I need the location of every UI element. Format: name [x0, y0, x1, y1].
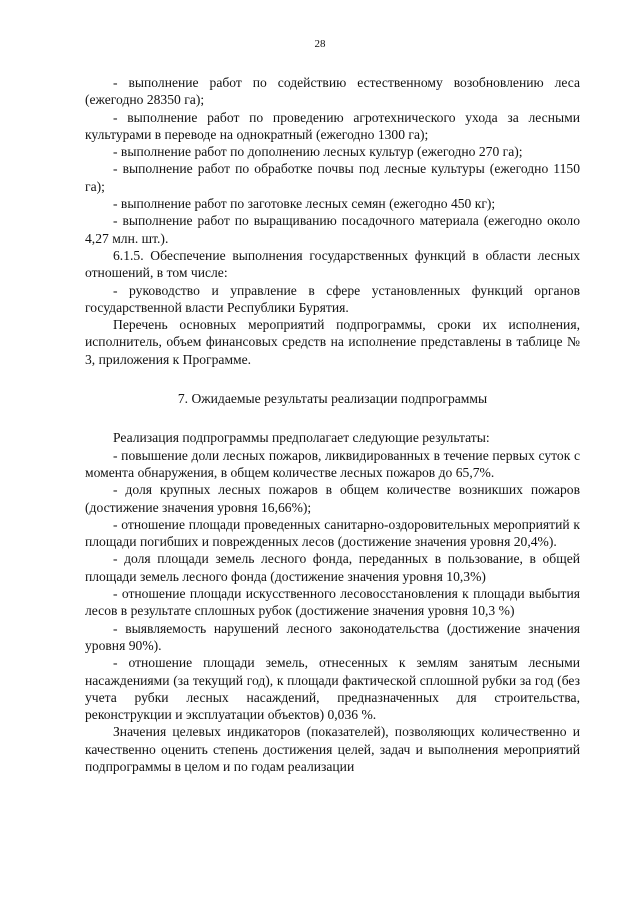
paragraph-result-artificial-reforestation: - отношение площади искусственного лесовосстановления к площади выбытия лесов в результате сплошных рубок (достижение значения уровня 10,3 %) [85, 586, 580, 619]
paragraph-result-sanitary-measures: - отношение площади проведенных санитарно-оздоровительных мероприятий к площади погибших и поврежденных лесов (достижение значения уровня 20,4%). [85, 516, 580, 550]
paragraph-measures-list: Перечень основных мероприятий подпрограммы, сроки их исполнения, исполнитель, объем финансовых средств на исполнение представлены в таблице № 3, приложения к Программе. [85, 317, 580, 367]
paragraph-result-land-ratio: - отношение площади земель, отнесенных к землям занятым лесными насаждениями (за текущий год), к площади фактической сплошной рубки за год (без учета рубки лесных насаждений, предназначенных для строительства, реконструкции и эксплуатации объектов) 0,036 %. [85, 655, 580, 723]
paragraph-work-agrotechnical-care: - выполнение работ по проведению агротехнического ухода за лесными культурами в переводе на однократный (ежегодно 1300 га); [85, 109, 580, 142]
paragraph-result-fire-liquidation: - повышение доли лесных пожаров, ликвидированных в течение первых суток с момента обнаружения, в общем количестве лесных пожаров до 65,7%. [85, 447, 580, 480]
page-number: 28 [314, 38, 326, 50]
paragraph-result-land-use-share: - доля площади земель лесного фонда, переданных в пользование, в общей площади земель лесного фонда (достижение значения уровня 10,3%) [85, 551, 580, 584]
paragraph-work-soil-treatment: - выполнение работ по обработке почвы под лесные культуры (ежегодно 1150 га); [85, 161, 580, 194]
paragraph-management: - руководство и управление в сфере установленных функций органов государственной власти Республики Бурятия. [85, 282, 580, 315]
paragraph-work-seed-harvesting: - выполнение работ по заготовке лесных семян (ежегодно 450 кг); [113, 196, 496, 212]
paragraph-target-indicators: Значения целевых индикаторов (показателей), позволяющих количественно и качественно оценить степень достижения целей, задач и выполнения мероприятий подпрограммы в целом и по годам реализации [85, 724, 580, 774]
paragraph-result-large-fires: - доля крупных лесных пожаров в общем количестве возникших пожаров (достижение значения уровня 16,66%); [85, 482, 580, 515]
document-body [85, 74, 580, 775]
paragraph-section-6-1-5: 6.1.5. Обеспечение выполнения государственных функций в области лесных отношений, в том числе: [85, 247, 580, 281]
paragraph-result-violation-detection: - выявляемость нарушений лесного законодательства (достижение значения уровня 90%). [85, 620, 580, 653]
paragraph-work-forest-crop-supplement: - выполнение работ по дополнению лесных культур (ежегодно 270 га); [113, 144, 523, 160]
paragraph-work-natural-regeneration: - выполнение работ по содействию естественному возобновлению леса (ежегодно 28350 га); [85, 75, 580, 108]
paragraph-results-intro: Реализация подпрограммы предполагает следующие результаты: [113, 430, 490, 446]
section-heading: 7. Ожидаемые результаты реализации подпрограммы [177, 391, 488, 407]
paragraph-work-planting-material: - выполнение работ по выращиванию посадочного материала (ежегодно около 4,27 млн. шт.). [85, 213, 580, 246]
